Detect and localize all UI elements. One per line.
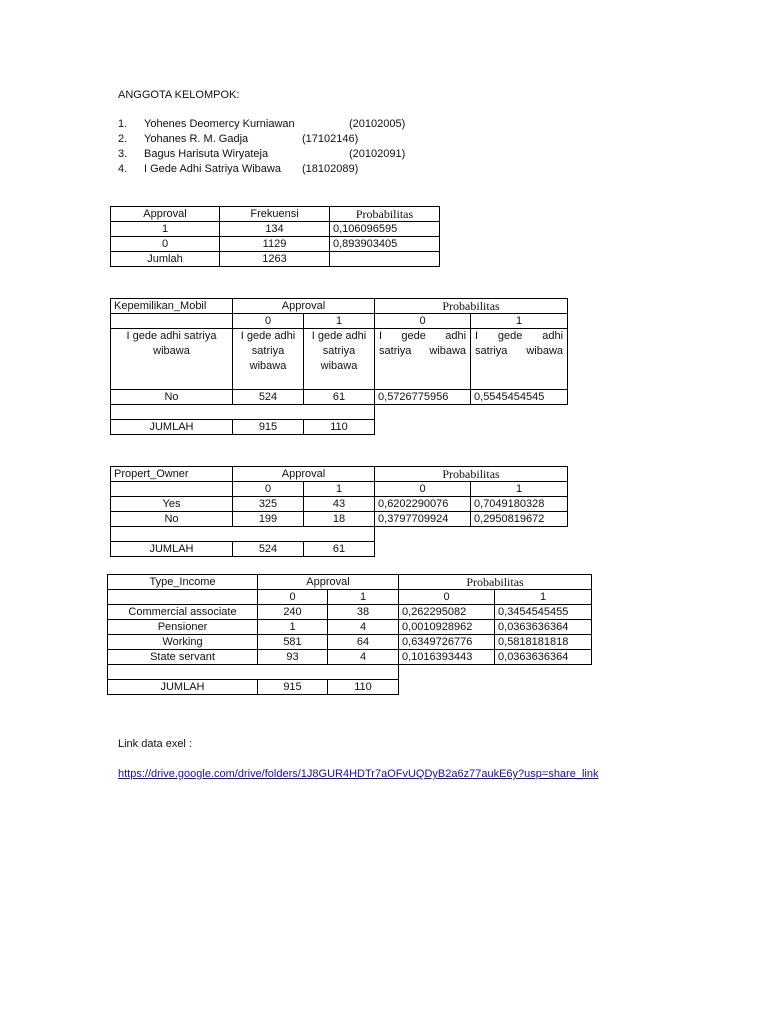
table-cell: 4 <box>328 620 399 635</box>
table-cell: 0,1016393443 <box>399 650 495 665</box>
table-cell: 0,6202290076 <box>375 497 471 512</box>
header-cell: Probabilitas <box>330 207 440 222</box>
table-row <box>108 605 592 620</box>
total-row <box>111 420 568 435</box>
table-row <box>111 329 568 390</box>
subheader-cell: 1 <box>328 590 399 605</box>
subheader-cell: 0 <box>233 314 304 329</box>
total-cell: 61 <box>304 542 375 557</box>
feature-header: Type_Income <box>108 575 258 590</box>
member-name: Yohenes Deomercy Kurniawan <box>144 118 295 130</box>
table-cell: State servant <box>108 650 258 665</box>
table-cell: 0,2950819672 <box>471 512 568 527</box>
empty-cell <box>375 542 568 557</box>
table-cell: 18 <box>304 512 375 527</box>
feature-header: Kepemilikan_Mobil <box>111 299 233 314</box>
table-cell: 0,0363636364 <box>495 620 592 635</box>
subheader-cell: 0 <box>233 482 304 497</box>
empty-cell <box>108 590 258 605</box>
subheader-cell: 1 <box>304 482 375 497</box>
subheader-cell: 1 <box>471 482 568 497</box>
probability-header: Probabilitas <box>375 467 568 482</box>
table-cell: 0,5818181818 <box>495 635 592 650</box>
total-cell: 915 <box>258 680 328 695</box>
empty-cell <box>375 405 568 420</box>
author-note-cell: I gede adhi satriya wibawa <box>304 329 375 390</box>
empty-cell <box>375 420 568 435</box>
table-header-row <box>111 467 568 482</box>
approval-header: Approval <box>258 575 399 590</box>
table-row <box>111 252 440 267</box>
blank-row <box>111 405 568 420</box>
approval-header: Approval <box>233 467 375 482</box>
blank-row <box>108 665 592 680</box>
member-nim: (18102089) <box>302 163 359 175</box>
total-cell: 110 <box>304 420 375 435</box>
member-number: 3. <box>118 148 128 160</box>
total-label: JUMLAH <box>111 420 233 435</box>
subheader-cell: 1 <box>495 590 592 605</box>
subheader-cell: 1 <box>304 314 375 329</box>
member-number: 2. <box>118 133 128 145</box>
total-label: JUMLAH <box>111 542 233 557</box>
table-row <box>108 635 592 650</box>
empty-cell <box>111 405 375 420</box>
member-nim: (17102146) <box>302 133 359 145</box>
table-cell: 1263 <box>220 252 330 267</box>
table-row <box>111 390 568 405</box>
table-cell: 0,893903405 <box>330 237 440 252</box>
empty-cell <box>399 680 592 695</box>
member-number: 4. <box>118 163 128 175</box>
table-cell: Working <box>108 635 258 650</box>
member-name: Yohanes R. M. Gadja <box>144 133 249 145</box>
total-cell: 110 <box>328 680 399 695</box>
table-cell: 199 <box>233 512 304 527</box>
table-cell: 581 <box>258 635 328 650</box>
table-header-row <box>111 207 440 222</box>
empty-cell <box>375 527 568 542</box>
car-ownership-table <box>110 298 568 435</box>
member-name: Bagus Harisuta Wiryateja <box>144 148 269 160</box>
table-cell: 0,106096595 <box>330 222 440 237</box>
subheader-cell: 0 <box>375 482 471 497</box>
table-cell: 0,5545454545 <box>471 390 568 405</box>
table-cell: Pensioner <box>108 620 258 635</box>
empty-cell <box>399 665 592 680</box>
table-cell: Yes <box>111 497 233 512</box>
table-cell: 61 <box>304 390 375 405</box>
table-cell: 0,262295082 <box>399 605 495 620</box>
total-row <box>108 680 592 695</box>
table-cell: No <box>111 512 233 527</box>
member-nim: (20102091) <box>349 148 406 160</box>
table-row <box>111 512 568 527</box>
author-note-cell: I gede adhi satriya wibawa <box>375 329 471 390</box>
total-cell: 915 <box>233 420 304 435</box>
total-label: JUMLAH <box>108 680 258 695</box>
income-type-table <box>107 574 592 695</box>
table-subheader-row <box>108 590 592 605</box>
table-cell: 0 <box>111 237 220 252</box>
header-cell: Approval <box>111 207 220 222</box>
table-cell: 524 <box>233 390 304 405</box>
table-cell: 0,3797709924 <box>375 512 471 527</box>
probability-header: Probabilitas <box>399 575 592 590</box>
table-cell: 38 <box>328 605 399 620</box>
table-cell: 0,3454545455 <box>495 605 592 620</box>
author-note-cell: I gede adhi satriya wibawa <box>111 329 233 390</box>
table-cell: 134 <box>220 222 330 237</box>
total-cell: 524 <box>233 542 304 557</box>
drive-link[interactable]: https://drive.google.com/drive/folders/1J8GUR4HDTr7aOFvUQDyB2a6z77aukE6y?usp=share_link <box>118 768 599 780</box>
subheader-cell: 1 <box>471 314 568 329</box>
table-cell: 1129 <box>220 237 330 252</box>
subheader-cell: 0 <box>375 314 471 329</box>
group-heading: ANGGOTA KELOMPOK: <box>118 89 240 101</box>
table-row <box>108 620 592 635</box>
empty-cell <box>111 527 375 542</box>
table-cell: No <box>111 390 233 405</box>
link-label: Link data exel : <box>118 738 192 750</box>
table-cell: 1 <box>111 222 220 237</box>
member-name: I Gede Adhi Satriya Wibawa <box>144 163 281 175</box>
table-cell: 0,6349726776 <box>399 635 495 650</box>
table-cell: 93 <box>258 650 328 665</box>
table-cell: Jumlah <box>111 252 220 267</box>
table-cell: 0,0010928962 <box>399 620 495 635</box>
member-nim: (20102005) <box>349 118 406 130</box>
member-number: 1. <box>118 118 128 130</box>
table-header-row <box>108 575 592 590</box>
approval-frequency-table <box>110 206 440 267</box>
table-cell: 240 <box>258 605 328 620</box>
author-note-cell: I gede adhi satriya wibawa <box>471 329 568 390</box>
author-note-cell: I gede adhi satriya wibawa <box>233 329 304 390</box>
approval-header: Approval <box>233 299 375 314</box>
table-subheader-row <box>111 482 568 497</box>
subheader-cell: 0 <box>399 590 495 605</box>
table-cell: 64 <box>328 635 399 650</box>
blank-row <box>111 527 568 542</box>
empty-cell <box>111 482 233 497</box>
table-subheader-row <box>111 314 568 329</box>
table-cell: 325 <box>233 497 304 512</box>
subheader-cell: 0 <box>258 590 328 605</box>
table-cell: 43 <box>304 497 375 512</box>
total-row <box>111 542 568 557</box>
table-cell: 0,7049180328 <box>471 497 568 512</box>
table-cell <box>330 252 440 267</box>
table-cell: Commercial associate <box>108 605 258 620</box>
header-cell: Frekuensi <box>220 207 330 222</box>
property-owner-table <box>110 466 568 557</box>
table-cell: 0,0363636364 <box>495 650 592 665</box>
table-row <box>111 237 440 252</box>
feature-header: Propert_Owner <box>111 467 233 482</box>
table-cell: 1 <box>258 620 328 635</box>
table-row <box>111 222 440 237</box>
table-row <box>108 650 592 665</box>
table-cell: 4 <box>328 650 399 665</box>
probability-header: Probabilitas <box>375 299 568 314</box>
table-cell: 0,5726775956 <box>375 390 471 405</box>
table-header-row <box>111 299 568 314</box>
empty-cell <box>108 665 399 680</box>
empty-cell <box>111 314 233 329</box>
table-row <box>111 497 568 512</box>
